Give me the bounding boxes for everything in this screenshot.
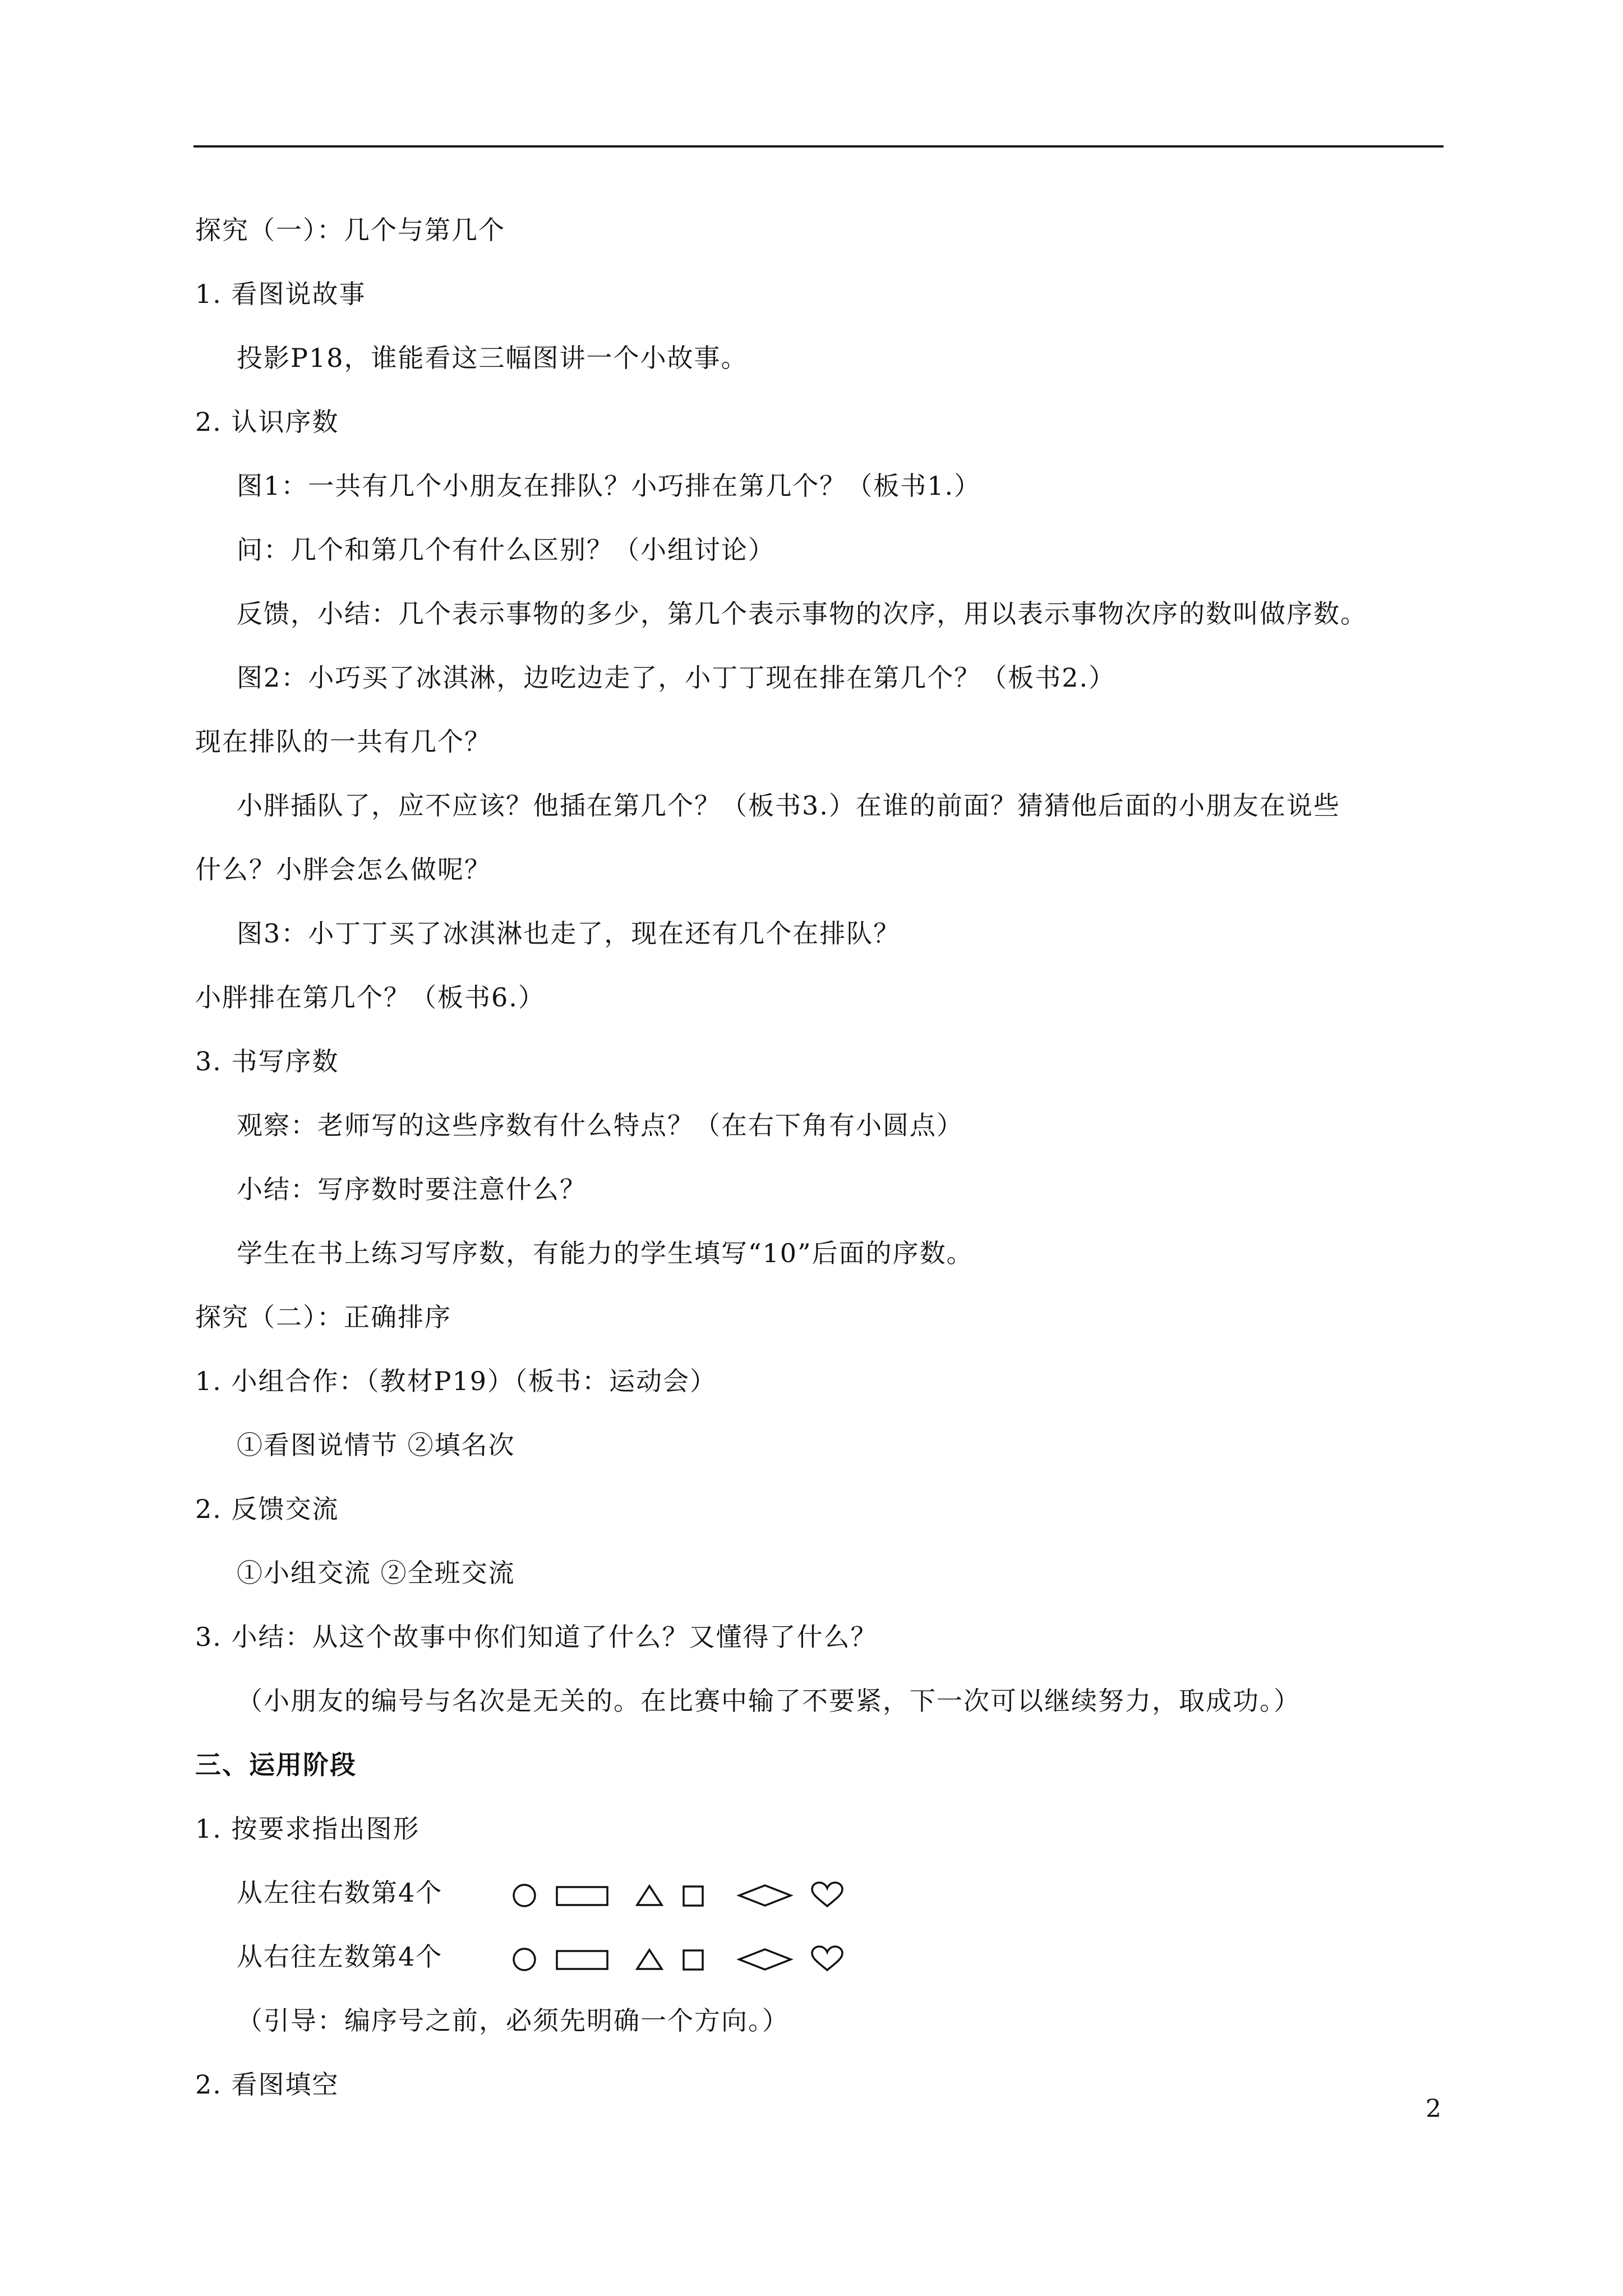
paragraph: （小朋友的编号与名次是无关的。在比赛中输了不要紧，下一次可以继续努力，取成功。） — [237, 1686, 1301, 1716]
heart-icon — [812, 1947, 842, 1970]
paragraph: 图1：一共有几个小朋友在排队？小巧排在第几个？（板书1.） — [237, 471, 981, 501]
numbered-item: 2. 反馈交流 — [195, 1494, 339, 1524]
numbered-item: 2. 认识序数 — [195, 407, 339, 437]
section-heading-bold: 三、运用阶段 — [195, 1750, 357, 1780]
circle-icon — [514, 1885, 535, 1906]
shape-row — [508, 1941, 855, 1975]
square-icon — [684, 1887, 703, 1906]
paragraph: ①看图说情节 ②填名次 — [237, 1430, 515, 1460]
triangle-icon — [637, 1886, 662, 1905]
header-rule — [193, 145, 1444, 148]
paragraph: 小结：写序数时要注意什么？ — [237, 1174, 587, 1204]
numbered-item: 2. 看图填空 — [195, 2069, 339, 2100]
page-number: 2 — [1426, 2095, 1441, 2123]
paragraph: 反馈，小结：几个表示事物的多少，第几个表示事物的次序，用以表示事物次序的数叫做序数。 — [237, 599, 1367, 629]
heart-icon — [812, 1883, 842, 1906]
shape-row-label: 从右往左数第4个 — [237, 1941, 443, 1972]
paragraph: 小胖排在第几个？（板书6.） — [195, 982, 545, 1013]
shape-row-label: 从左往右数第4个 — [237, 1878, 443, 1908]
paragraph: 图3：小丁丁买了冰淇淋也走了，现在还有几个在排队？ — [237, 918, 901, 949]
paragraph: ①小组交流 ②全班交流 — [237, 1558, 515, 1588]
circle-icon — [514, 1949, 535, 1970]
paragraph: 学生在书上练习写序数，有能力的学生填写“10”后面的序数。 — [237, 1238, 974, 1268]
shape-row — [508, 1877, 855, 1911]
numbered-item: 1. 按要求指出图形 — [195, 1814, 420, 1844]
paragraph: 观察：老师写的这些序数有什么特点？（在右下角有小圆点） — [237, 1110, 963, 1140]
diamond-icon — [739, 1949, 791, 1970]
paragraph: 问：几个和第几个有什么区别？（小组讨论） — [237, 535, 775, 565]
paragraph: 投影P18，谁能看这三幅图讲一个小故事。 — [237, 343, 748, 373]
triangle-icon — [637, 1950, 662, 1969]
paragraph: （引导：编序号之前，必须先明确一个方向。） — [237, 2005, 789, 2036]
rectangle-icon — [557, 1951, 607, 1969]
numbered-item: 1. 看图说故事 — [195, 279, 366, 309]
section-heading: 探究（一）：几个与第几个 — [195, 215, 505, 245]
paragraph: 图2：小巧买了冰淇淋，边吃边走了，小丁丁现在排在第几个？（板书2.） — [237, 662, 1116, 693]
paragraph: 什么？小胖会怎么做呢？ — [195, 854, 491, 885]
diamond-icon — [739, 1885, 791, 1906]
paragraph: 现在排队的一共有几个？ — [195, 726, 491, 757]
rectangle-icon — [557, 1887, 607, 1905]
numbered-item: 3. 书写序数 — [195, 1046, 339, 1076]
numbered-item: 3. 小结：从这个故事中你们知道了什么？又懂得了什么？ — [195, 1622, 878, 1652]
section-heading: 探究（二）：正确排序 — [195, 1302, 451, 1332]
square-icon — [684, 1950, 703, 1970]
paragraph: 小胖插队了，应不应该？他插在第几个？（板书3.）在谁的前面？猜猜他后面的小朋友在说些 — [237, 790, 1340, 821]
numbered-item: 1. 小组合作：（教材P19）（板书：运动会） — [195, 1366, 717, 1396]
